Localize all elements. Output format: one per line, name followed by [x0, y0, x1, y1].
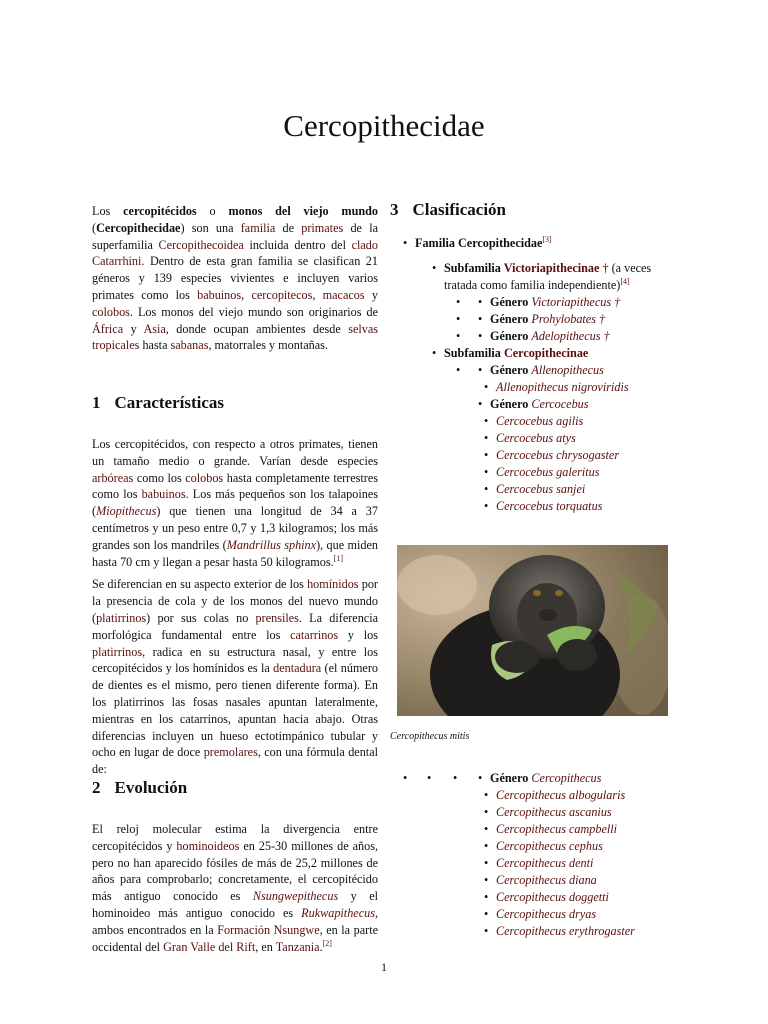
text: Los cercopitécidos, con respecto a otros primates, tienen un tamaño medio o grande. Varían desde especies [92, 437, 378, 468]
allenopithecus-species [484, 379, 678, 396]
text: , matorrales y montañas. [208, 338, 328, 353]
taxon-link[interactable]: Cercocebus agilis [496, 414, 584, 428]
link-mandrillus-sphinx[interactable]: Mandrillus sphinx [226, 537, 317, 552]
taxon-link[interactable]: Cercocebus torquatus [496, 499, 603, 513]
citation-ref[interactable]: [1] [333, 553, 343, 563]
link-cercopitecos[interactable]: cercopitecos [251, 287, 313, 302]
list-item-taxon [484, 855, 678, 872]
list-item-taxon [456, 294, 678, 311]
list-item-taxon [484, 838, 678, 855]
bullet-icon: • [432, 261, 437, 275]
bullet-icon: • [427, 771, 432, 785]
link-nsungwepithecus[interactable]: Nsungwepithecus [252, 889, 339, 904]
text: , en [255, 939, 276, 954]
text: en 25-30 millones de años, pero no han aparecido fósiles de más de 25,2 millones de años para comprobarlo; concretamente, el cercopitécido más antiguo conocido es [92, 838, 378, 904]
text: (el número de dientes es el mismo, pero tienen diferente forma). En los platirrinos las fosas nasales apuntan lateralmente, mientras en los catarrinos, apuntan hacia abajo. Otras diferencias incluyen un hueso ectotimpánico tubular y ocho en lugar de doce [92, 661, 378, 760]
bullet-icon: • [484, 839, 489, 853]
bullet-icon: • [484, 822, 489, 836]
section-title: Evolución [114, 778, 188, 797]
link-macacos[interactable]: macacos [322, 287, 365, 302]
link-prensiles[interactable]: prensiles [255, 610, 299, 625]
bullet-icon: • [456, 363, 461, 377]
list-item-taxon [484, 430, 678, 447]
bullet-icon: • [484, 414, 489, 428]
section-heading-evolucion [92, 778, 187, 798]
taxon-link[interactable]: Cercocebus atys [496, 431, 576, 445]
link-cercopithecinae[interactable]: Cercopithecinae [503, 346, 589, 360]
bullet-icon: • [478, 329, 483, 343]
link-hominoideos[interactable]: hominoideos [176, 838, 240, 853]
page-number: 1 [381, 960, 387, 974]
figure-caption: Cercopithecus mitis [390, 731, 470, 742]
text: . Los monos del viejo mundo son originarios de [129, 304, 378, 319]
bullet-icon: • [478, 312, 483, 326]
bullet-icon: • [484, 907, 489, 921]
taxon-link[interactable]: Cercopithecus dryas [496, 907, 597, 921]
cercopithecus-species [484, 787, 678, 940]
rank-label: Familia [415, 236, 458, 250]
text: . [319, 939, 323, 954]
bullet-icon: • [484, 890, 489, 904]
link-gran-valle-del-rift[interactable]: Gran Valle del Rift [163, 939, 256, 954]
text: El reloj molecular estima la divergencia entre cercopitécidos y [92, 822, 378, 853]
link-selvas-tropicales[interactable]: selvas tropicales [92, 321, 379, 353]
link-platirrinos[interactable]: platirrinos [96, 610, 147, 625]
text: , [241, 287, 252, 302]
list-item-taxon [484, 804, 678, 821]
taxon-link[interactable]: Prohylobates † [531, 312, 606, 326]
list-item-genero-allenopithecus [456, 362, 678, 379]
evolucion-paragraph [92, 821, 378, 955]
bullet-icon: • [456, 312, 461, 326]
list-item-taxon [484, 906, 678, 923]
bullet-icon: • [453, 771, 458, 785]
link-rukwapithecus[interactable]: Rukwapithecus [301, 905, 375, 920]
classification-tree [403, 234, 678, 515]
taxon-link[interactable]: Adelopithecus † [531, 329, 610, 343]
bullet-icon: • [484, 499, 489, 513]
taxon-link[interactable]: Cercopithecus doggetti [496, 890, 609, 904]
citation-ref[interactable]: [3] [542, 234, 552, 244]
text: , [312, 287, 323, 302]
text: , radica en su estructura nasal, y entre los cercopitécidos y los homínidos es la [92, 644, 378, 676]
citation-ref[interactable]: [2] [322, 938, 332, 948]
bullet-icon: • [484, 873, 489, 887]
link-premolares[interactable]: premolares [203, 745, 258, 760]
list-item-taxon [484, 413, 678, 430]
link-platirrinos[interactable]: platirrinos [92, 644, 143, 659]
section-number: 2 [92, 778, 101, 797]
text: , ambos encontrados en la [92, 905, 378, 937]
text: . La diferencia morfológica fundamental entre los [92, 610, 378, 642]
text: ) por sus colas no [146, 610, 256, 625]
link-sabanas[interactable]: sabanas [170, 338, 209, 353]
text: por la presencia de cola y de los monos del nuevo mundo ( [92, 577, 378, 625]
text: ( [92, 220, 97, 235]
bullet-icon: • [478, 397, 483, 411]
section-heading-clasificacion [390, 200, 506, 220]
list-item-taxon [484, 787, 678, 804]
bullet-icon: • [456, 295, 461, 309]
bullet-icon: • [478, 363, 483, 377]
link-colobos[interactable]: colobos [185, 470, 224, 485]
list-item-genero-cercocebus [478, 396, 678, 413]
taxon-link[interactable]: Cercopithecus cephus [496, 839, 603, 853]
section-title: Características [114, 393, 225, 412]
taxon-link[interactable]: Cercocebus galeritus [496, 465, 600, 479]
text: y [123, 321, 144, 336]
text: . Dentro de esta gran familia se clasifican 21 géneros y 139 especies vivientes e incluyen varios primates como los [92, 254, 378, 302]
taxon-name: Cercopithecidae [458, 236, 543, 250]
text: y el hominoideo más antiguo conocido es [92, 889, 379, 920]
text: hasta [139, 338, 171, 353]
taxon-link[interactable]: Cercopithecus albogularis [496, 788, 626, 802]
link-miopithecus[interactable]: Miopithecus [96, 504, 157, 519]
victoriapithecinae-genera [456, 294, 678, 345]
bullet-icon: • [403, 236, 408, 250]
list-item-taxon [484, 872, 678, 889]
link-catarrinos[interactable]: catarrinos [290, 627, 339, 642]
bullet-icon: • [432, 346, 437, 360]
list-item-taxon [484, 889, 678, 906]
text: y los [338, 627, 378, 642]
bullet-icon: • [478, 771, 483, 785]
rank-label: Género [490, 329, 532, 343]
taxon-link[interactable]: Cercopithecus denti [496, 856, 594, 870]
bullet-icon: • [456, 329, 461, 343]
bullet-icon: • [484, 465, 489, 479]
link-cercocebus[interactable]: Cercocebus [531, 397, 589, 411]
caracteristicas-paragraph-1 [92, 436, 378, 570]
text: de [275, 220, 302, 235]
taxon-link[interactable]: Cercopithecus diana [496, 873, 597, 887]
taxon-link[interactable]: Allenopithecus nigroviridis [496, 380, 629, 394]
list-item-taxon [456, 328, 678, 345]
rank-label: Subfamilia [444, 346, 504, 360]
list-item-subfamilia-victoriapithecinae [432, 260, 678, 294]
list-item-subfamilia-cercopithecinae [432, 345, 678, 362]
evolucion-section [92, 821, 378, 955]
bullet-icon: • [484, 448, 489, 462]
bullet-icon: • [484, 856, 489, 870]
text: † (a veces tratada como familia independiente) [444, 261, 652, 292]
text: ) son una [180, 220, 241, 235]
list-item-familia [403, 234, 678, 252]
bullet-icon: • [484, 482, 489, 496]
term-bold: cercopitécidos [123, 204, 197, 218]
rank-label: Subfamilia [444, 261, 504, 275]
taxon-link[interactable]: Cercocebus sanjei [496, 482, 586, 496]
rank-label: Género [490, 295, 532, 309]
link-primates[interactable]: primates [301, 220, 344, 235]
text: hasta completamente terrestres como los [92, 470, 378, 502]
taxon-link[interactable]: Cercopithecus erythrogaster [496, 924, 635, 938]
text: como los [133, 470, 186, 485]
list-item-taxon [484, 481, 678, 498]
link-arboreas[interactable]: arbóreas [92, 470, 134, 485]
section-title: Clasificación [412, 200, 506, 219]
bullet-icon: • [484, 788, 489, 802]
link-asia[interactable]: Asia [143, 321, 166, 336]
link-cercopithecus[interactable]: Cercopithecus [531, 771, 602, 785]
text: y [364, 287, 379, 302]
bullet-icon: • [478, 295, 483, 309]
link-colobos[interactable]: colobos [92, 304, 130, 319]
page-title: Cercopithecidae [283, 108, 485, 143]
link-babuinos[interactable]: babuinos [141, 487, 186, 502]
rank-label: Género [490, 397, 532, 411]
caracteristicas-paragraph-2 [92, 576, 378, 778]
taxon-link[interactable]: Cercopithecus ascanius [496, 805, 612, 819]
link-allenopithecus[interactable]: Allenopithecus [531, 363, 604, 377]
text: , donde ocupan ambientes desde [165, 321, 349, 336]
taxon-link[interactable]: Cercopithecus campbelli [496, 822, 618, 836]
term-bold: monos del viejo mundo [228, 204, 379, 218]
term-bold: Cercopithecidae [96, 220, 181, 235]
list-item-taxon [456, 311, 678, 328]
text: ) que tienen una longitud de 34 a 37 centímetros y un peso entre 0,7 y 1,3 kilogramos; los más grandes son los mandriles ( [92, 504, 378, 552]
text: , con una fórmula dental de: [92, 745, 378, 777]
list-item-genero-cercopithecus [403, 770, 678, 787]
link-formacion-nsungwe[interactable]: Formación Nsungwe [217, 922, 320, 937]
list-item-taxon [484, 464, 678, 481]
rank-label: Género [490, 363, 532, 377]
link-africa[interactable]: África [92, 321, 124, 336]
caracteristicas-section [92, 436, 378, 778]
bullet-icon: • [484, 431, 489, 445]
citation-ref[interactable]: [4] [620, 276, 630, 286]
list-item-taxon [484, 498, 678, 515]
text: Se diferencian en su aspecto exterior de los [92, 577, 308, 592]
rank-label: Género [490, 312, 532, 326]
link-tanzania[interactable]: Tanzania [275, 939, 320, 954]
text: ), que miden hasta 70 cm y llegan a pesar hasta 50 kilogramos. [92, 537, 378, 569]
bullet-icon: • [484, 805, 489, 819]
rank-label: Género [490, 771, 532, 785]
bullet-icon: • [403, 771, 408, 785]
bullet-icon: • [484, 924, 489, 938]
list-item-taxon [484, 821, 678, 838]
monkey-photo [397, 545, 668, 716]
text: Los [92, 204, 124, 218]
link-hominidos[interactable]: homínidos [307, 577, 359, 592]
section-heading-caracteristicas [92, 393, 224, 413]
text: o [196, 204, 229, 218]
list-item-taxon [484, 923, 678, 940]
text: de la superfamilia [92, 220, 378, 252]
link-clado-catarrhini[interactable]: clado Catarrhini [92, 237, 378, 269]
link-dentadura[interactable]: dentadura [273, 661, 322, 676]
text: , en la parte occidental del [92, 922, 379, 954]
text: incluida dentro del [243, 237, 352, 252]
cercocebus-species [484, 413, 678, 515]
section-number: 3 [390, 200, 399, 219]
text: . Los más pequeños son los talapoines ( [92, 487, 378, 519]
link-victoriapithecinae[interactable]: Victoriapithecinae [503, 261, 600, 275]
bullet-icon: • [484, 380, 489, 394]
figure-cercopithecus-mitis [397, 545, 668, 716]
link-cercopithecoidea[interactable]: Cercopithecoidea [158, 237, 244, 252]
intro-section [92, 203, 378, 354]
taxon-link[interactable]: Cercocebus chrysogaster [496, 448, 620, 462]
taxon-link[interactable]: Victoriapithecus † [531, 295, 621, 309]
link-babuinos[interactable]: babuinos [197, 287, 242, 302]
intro-paragraph [92, 203, 378, 354]
list-item-taxon [484, 379, 678, 396]
list-item-taxon [484, 447, 678, 464]
classification-tree-continued [403, 770, 678, 940]
link-familia[interactable]: familia [240, 220, 276, 235]
section-number: 1 [92, 393, 101, 412]
